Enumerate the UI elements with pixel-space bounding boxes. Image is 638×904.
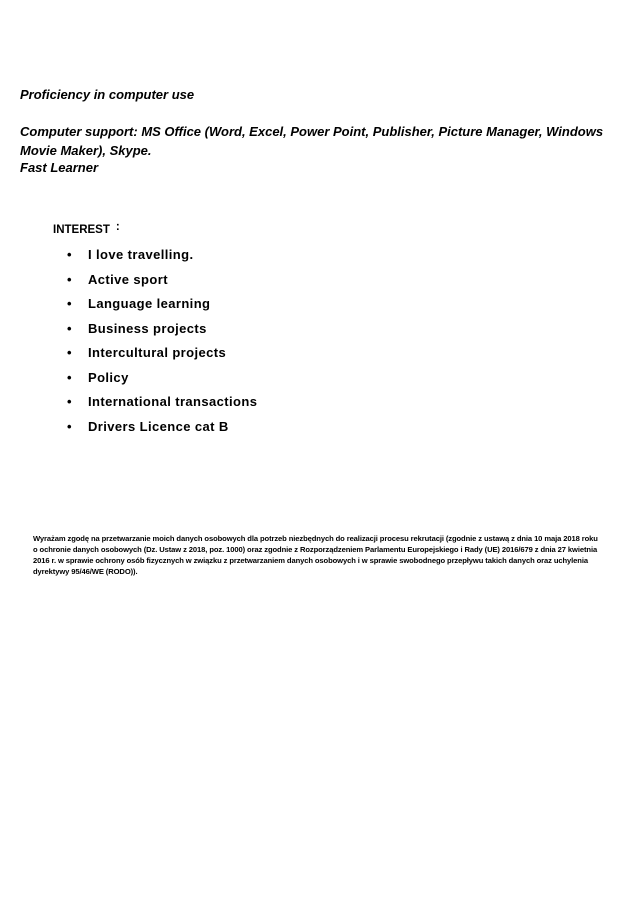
interest-item-label: Intercultural projects [88,345,227,360]
bullet-icon: • [67,345,72,360]
interest-heading-label: INTEREST [53,224,110,236]
interest-heading-colon: : [115,221,120,233]
computer-support-text: Computer support: MS Office (Word, Excel, Power Point, Publisher, Picture Manager, Windows Movie Maker), Skype. [20,124,604,158]
bullet-icon: • [67,418,72,434]
bullet-icon: • [67,320,72,336]
proficiency-title: Proficiency in computer use [20,87,195,102]
interest-item-label: Policy [88,369,129,385]
interest-item-label: International transactions [88,394,258,409]
interest-item-label: I love travelling. [88,247,194,262]
interest-item-label: Business projects [88,320,207,336]
interest-heading [53,221,120,236]
bullet-icon: • [67,271,72,287]
interest-item-label: Active sport [88,271,168,287]
bullet-icon: • [67,394,72,409]
bullet-icon: • [67,296,72,311]
interest-item-label: Drivers Licence cat B [88,418,229,434]
interest-item-label: Language learning [88,296,211,311]
bullet-icon: • [67,247,72,262]
fast-learner-text: Fast Learner [20,160,99,175]
gdpr-consent-clause: Wyrażam zgodę na przetwarzanie moich danych osobowych dla potrzeb niezbędnych do realizacji procesu rekrutacji (zgodnie z ustawą z dnia 10 maja 2018 roku o ochronie danych osobowych (Dz. Ustaw z 2018, poz. 1000) oraz zgodnie z Rozporządzeniem Parlamentu Europejskiego i Rady (UE) 2016/679 z dnia 27 kwietnia 2016 r. w sprawie ochrony osób fizycznych w związku z przetwarzaniem danych osobowych i w sprawie swobodnego przepływu takich danych oraz uchylenia dyrektywy 95/46/WE (RODO)). [33,534,598,576]
bullet-icon: • [67,369,72,385]
